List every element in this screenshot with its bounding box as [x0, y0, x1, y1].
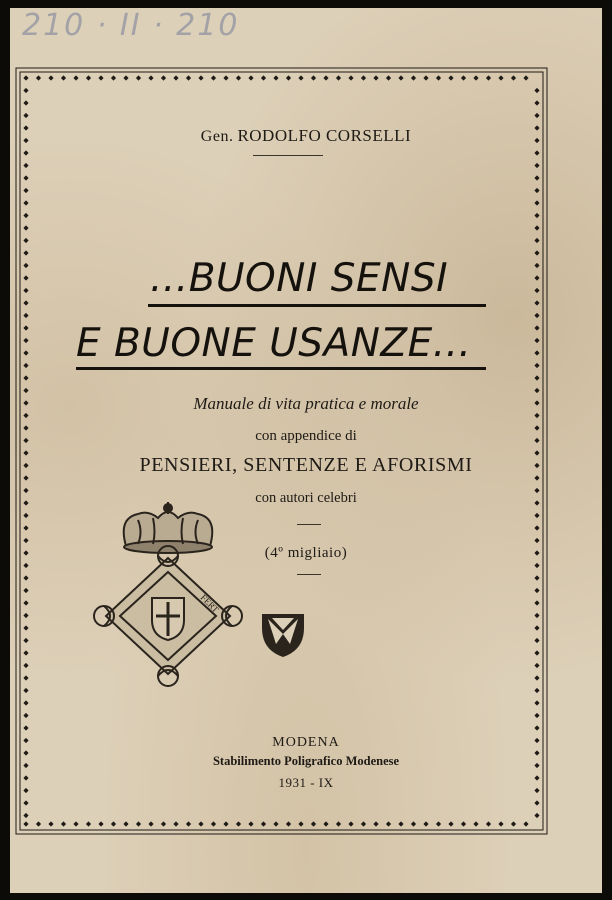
imprint-printer: Stabilimento Poligrafico Modenese: [212, 754, 400, 768]
shield-triple-wedge-logo-icon: [258, 610, 308, 660]
handwritten-shelfmark: 210 · II · 210: [22, 8, 240, 43]
divider-rule: [297, 524, 321, 525]
author-name: RODOLFO CORSELLI: [237, 126, 412, 145]
imprint-city: MODENA: [272, 735, 340, 750]
title-underline-2: [76, 367, 486, 370]
title-underline-1: [148, 304, 486, 307]
author-rank: Gen.: [200, 128, 234, 145]
emblem-motto: FERT: [198, 592, 221, 615]
subtitle-line-2: con appendice di: [255, 428, 357, 444]
edition-note: (4º migliaio): [264, 545, 348, 561]
title-line-1: ...BUONI SENSI: [150, 256, 449, 301]
title-line-2: E BUONE USANZE...: [76, 321, 472, 366]
subtitle-line-4: con autori celebri: [255, 490, 357, 506]
title-page: [10, 8, 602, 893]
divider-rule: [297, 574, 321, 575]
divider-rule: [253, 155, 323, 156]
subtitle-line-3: PENSIERI, SENTENZE E AFORISMI: [139, 454, 473, 476]
subtitle-line-1: Manuale di vita pratica e morale: [193, 394, 419, 413]
savoy-crown-knot-emblem-icon: [88, 498, 248, 698]
imprint-year: 1931 - IX: [278, 775, 334, 790]
author-line: [10, 126, 602, 146]
